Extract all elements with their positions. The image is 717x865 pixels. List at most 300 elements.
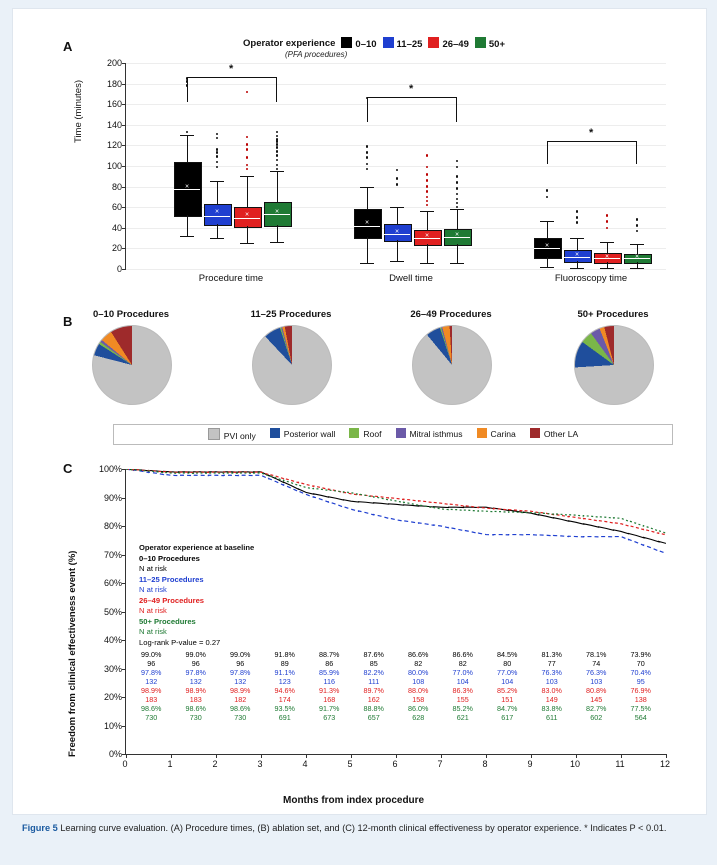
pie-chart-3 [574,325,654,405]
boxplot-cap [360,263,374,264]
risk-cell-natrisk: 103 [545,677,558,686]
boxplot-mean-marker: × [604,253,610,261]
outlier-point [246,156,249,159]
legend-c-nrisk-1: N at risk [139,585,167,594]
risk-cell-natrisk: 138 [634,695,647,704]
risk-cell-natrisk: 151 [501,695,514,704]
outlier-point [216,161,219,164]
risk-cell-percent: 76.3% [586,668,607,677]
gridline [126,63,666,64]
legend-a [243,37,505,50]
boxplot-mean-marker: × [364,219,370,227]
boxplot-cap [180,135,194,136]
panel-c-xtick: 1 [167,759,173,769]
risk-row-percent [129,668,663,677]
km-curve-3 [126,469,666,533]
risk-cell-natrisk: 611 [546,713,558,722]
risk-cell-natrisk: 657 [367,713,380,722]
panel-c-ytick: 60% [103,578,122,588]
outlier-point [216,155,219,158]
boxplot-mean-marker: × [544,242,550,250]
risk-cell-percent: 93.5% [274,704,295,713]
panel-a-plot-area [106,58,666,274]
panel-a-ytick: 80 [111,181,122,192]
tick-mark [122,166,126,167]
gridline [126,125,666,126]
tick-mark [122,145,126,146]
risk-cell-percent: 82.2% [363,668,384,677]
risk-cell-natrisk: 730 [145,713,158,722]
panel-c-ytick: 50% [103,606,122,617]
risk-cell-natrisk: 158 [412,695,425,704]
outlier-point [456,187,459,190]
risk-cell-natrisk: 182 [234,695,247,704]
panel-c-km [53,457,693,812]
panel-c-xtick: 12 [659,759,671,769]
legend-c-logrank: Log-rank P-value = 0.27 [139,637,221,647]
legend-c-title: Operator experience at baseline [139,543,255,552]
legend-b-item-4: Carina [477,428,516,441]
legend-a-title: Operator experience [243,38,336,49]
risk-cell-percent: 98.6% [141,704,162,713]
risk-cell-percent: 76.3% [541,668,562,677]
boxplot-cap [570,268,584,269]
outlier-point [576,221,579,224]
legend-b-item-5: Other LA [530,428,578,441]
risk-cell-percent: 80.8% [586,686,607,695]
risk-cell-natrisk: 108 [412,677,425,686]
legend-a-item-1: 11–25 [383,37,423,50]
panel-c-ytick: 0% [108,749,122,759]
pie-chart-2 [412,325,492,405]
outlier-point [426,173,429,176]
risk-cell-percent: 91.7% [319,704,340,713]
panel-a-ytick: 160 [106,99,122,110]
risk-cell-percent: 99.0% [141,650,162,659]
risk-cell-natrisk: 95 [636,677,645,686]
panel-a-ylabel: Time (minutes) [73,80,84,143]
significance-bracket [367,97,457,98]
tick-mark [441,754,442,758]
outlier-point [246,148,249,151]
caption-label: Figure 5 [22,823,58,833]
outlier-point [546,189,549,192]
panel-c-ytick: 10% [103,720,122,731]
risk-cell-percent: 98.9% [230,686,251,695]
tick-mark [396,754,397,758]
outlier-point [216,137,219,140]
panel-a-xtick-2: Fluoroscopy time [554,273,628,284]
outlier-point [216,166,219,169]
boxplot-cap [630,268,644,269]
boxplot-whisker [427,244,428,263]
boxplot-cap [420,211,434,212]
panel-c-legend [139,543,254,648]
outlier-point [456,160,459,163]
risk-cell-natrisk: 77 [547,659,556,668]
risk-cell-natrisk: 183 [189,695,202,704]
risk-row-natrisk [129,677,663,686]
panel-a-ytick: 180 [106,78,122,89]
boxplot-cap [240,243,254,244]
tick-mark [122,207,126,208]
risk-cell-natrisk: 617 [501,713,514,722]
boxplot-cap [210,181,224,182]
risk-cell-natrisk: 123 [278,677,291,686]
risk-cell-percent: 91.3% [319,686,340,695]
risk-cell-natrisk: 162 [367,695,380,704]
risk-row-natrisk [129,695,663,704]
tick-mark [171,754,172,758]
boxplot-whisker [187,135,188,162]
outlier-point [576,216,579,219]
boxplot-cap [390,207,404,208]
boxplot-whisker [547,257,548,267]
risk-cell-natrisk: 96 [236,659,245,668]
boxplot-whisker [397,240,398,261]
outlier-point [186,131,189,134]
risk-cell-natrisk: 155 [456,695,469,704]
outlier-point [426,204,429,207]
risk-cell-natrisk: 80 [503,659,512,668]
risk-cell-percent: 77.0% [452,668,473,677]
panel-a-ytick: 40 [111,222,122,233]
boxplot-mean-marker: × [634,253,640,261]
risk-cell-percent: 86.6% [408,650,429,659]
outlier-point [366,156,369,159]
risk-cell-natrisk: 691 [278,713,291,722]
outlier-point [276,150,279,153]
gridline [126,248,666,249]
boxplot-cap [540,267,554,268]
risk-cell-natrisk: 132 [189,677,202,686]
risk-cell-natrisk: 673 [323,713,336,722]
outlier-point [246,136,249,139]
boxplot-cap [420,263,434,264]
outlier-point [396,183,399,186]
outlier-point [366,168,369,171]
tick-mark [122,187,126,188]
risk-cell-percent: 86.0% [408,704,429,713]
legend-a-item-0: 0–10 [341,37,376,50]
outlier-point [426,196,429,199]
significance-asterisk: * [409,83,414,95]
panel-c-ytick: 30% [103,663,122,674]
boxplot-cap [450,209,464,210]
outlier-point [426,154,429,157]
risk-cell-percent: 86.3% [452,686,473,695]
tick-mark [621,754,622,758]
legend-c-nrisk-2: N at risk [139,606,167,615]
risk-cell-natrisk: 86 [325,659,334,668]
panel-c-ylabel: Freedom from clinical effectiveness event (%) [67,550,78,757]
boxplot-cap [630,244,644,245]
risk-cell-percent: 99.0% [230,650,251,659]
risk-cell-natrisk: 183 [145,695,158,704]
boxplot-whisker [277,225,278,243]
outlier-point [606,220,609,223]
pie-chart-0 [92,325,172,405]
risk-cell-natrisk: 132 [234,677,247,686]
boxplot-whisker [217,224,218,238]
boxplot-mean-marker: × [244,211,250,219]
significance-asterisk: * [589,127,594,139]
risk-cell-percent: 83.8% [541,704,562,713]
panel-c-ytick: 90% [103,492,122,503]
panel-a-xtick-1: Dwell time [389,273,433,284]
boxplot-mean-marker: × [394,228,400,236]
tick-mark [122,84,126,85]
figure-card [12,8,707,815]
tick-mark [531,754,532,758]
significance-asterisk: * [229,63,234,75]
panel-c-ytick: 70% [103,549,122,560]
risk-cell-percent: 98.6% [185,704,206,713]
outlier-point [216,133,219,136]
panel-a-ytick: 20 [111,243,122,254]
outlier-point [366,163,369,166]
panel-c-xtick: 0 [122,759,128,769]
outlier-point [276,168,279,171]
panel-c-ytick: 20% [103,692,122,702]
panel-b-pies [53,309,693,449]
risk-cell-percent: 98.9% [185,686,206,695]
boxplot-whisker [547,221,548,239]
risk-cell-percent: 83.0% [541,686,562,695]
panel-c-xtick: 8 [482,759,488,769]
outlier-point [426,166,429,169]
legend-b-item-0: PVI only [208,428,256,441]
panel-c-xtick: 2 [212,759,218,769]
pie-title-0: 0–10 Procedures [92,309,170,320]
boxplot-cap [450,263,464,264]
boxplot-median [204,216,230,217]
risk-cell-natrisk: 103 [590,677,603,686]
outlier-point [276,159,279,162]
km-curve-2 [126,469,666,535]
boxplot-cap [270,242,284,243]
boxplot-cap [180,236,194,237]
legend-c-series-3: 50+ Procedures [139,616,196,626]
tick-mark [126,754,127,758]
risk-cell-natrisk: 168 [323,695,336,704]
outlier-point [426,179,429,182]
risk-cell-percent: 97.8% [185,668,206,677]
outlier-point [576,210,579,213]
outlier-point [246,168,249,171]
tick-mark [261,754,262,758]
outlier-point [456,198,459,201]
risk-cell-natrisk: 85 [369,659,378,668]
outlier-point [636,218,639,221]
panel-letter-c: C [63,461,73,476]
tick-mark [122,104,126,105]
risk-cell-percent: 89.7% [363,686,384,695]
tick-mark [122,125,126,126]
tick-mark [486,754,487,758]
boxplot-cap [360,187,374,188]
panel-a-ytick: 100 [106,161,122,171]
gridline [126,269,666,270]
legend-a-subtitle: (PFA procedures) [285,50,348,59]
legend-a-item-3: 50+ [475,37,505,50]
risk-cell-natrisk: 104 [501,677,514,686]
panel-a-ytick: 60 [111,202,122,213]
pie-title-2: 26–49 Procedures [410,309,492,320]
risk-cell-percent: 88.8% [363,704,384,713]
gridline [126,84,666,85]
boxplot-whisker [457,244,458,263]
gridline [126,145,666,146]
pie-chart-1 [252,325,332,405]
boxplot-cap [240,176,254,177]
outlier-point [276,131,279,134]
significance-bracket [547,141,637,142]
boxplot-whisker [577,261,578,268]
tick-mark [122,269,126,270]
panel-c-xtick: 3 [257,759,263,769]
boxplot-whisker [427,211,428,230]
panel-c-xtick: 11 [615,759,625,769]
risk-cell-percent: 70.4% [630,668,651,677]
tick-mark [351,754,352,758]
outlier-point [216,151,219,154]
risk-cell-percent: 91.8% [274,650,295,659]
panel-c-ytick: 80% [103,521,122,531]
risk-cell-percent: 84.7% [497,704,518,713]
legend-c-series-1: 11–25 Procedures [139,574,204,584]
risk-row-percent [129,704,663,713]
panel-c-xtick: 7 [437,759,443,769]
boxplot-cap [270,171,284,172]
outlier-point [426,190,429,193]
outlier-point [276,146,279,149]
risk-cell-natrisk: 82 [414,659,423,668]
outlier-point [636,224,639,227]
risk-row-natrisk [129,659,663,668]
risk-cell-natrisk: 730 [234,713,247,722]
risk-cell-natrisk: 602 [590,713,603,722]
outlier-point [606,214,609,217]
pie-title-3: 50+ Procedures [577,309,649,320]
tick-mark [122,63,126,64]
panel-c-risk-table [129,650,663,722]
panel-a-ytick: 0 [116,264,122,274]
boxplot-whisker [247,226,248,244]
risk-cell-percent: 97.8% [141,668,162,677]
legend-c-series-2: 26–49 Procedures [139,595,205,605]
boxplot-whisker [397,207,398,223]
boxplot-cap [390,261,404,262]
boxplot-whisker [367,187,368,210]
panel-c-xtick: 9 [527,759,533,769]
tick-mark [666,754,667,758]
risk-cell-percent: 87.6% [363,650,384,659]
risk-cell-natrisk: 96 [147,659,156,668]
boxplot-mean-marker: × [454,231,460,239]
risk-cell-percent: 98.6% [230,704,251,713]
risk-cell-natrisk: 564 [634,713,647,722]
gridline [126,166,666,167]
outlier-point [246,91,249,94]
boxplot-whisker [217,181,218,204]
figure-caption [22,822,694,835]
outlier-point [456,166,459,169]
boxplot-mean-marker: × [424,232,430,240]
boxplot-mean-marker: × [214,208,220,216]
risk-row-percent [129,686,663,695]
risk-cell-natrisk: 730 [189,713,202,722]
gridline [126,187,666,188]
legend-c-nrisk-0: N at risk [139,564,167,573]
boxplot-cap [600,268,614,269]
risk-row-percent [129,650,663,659]
risk-cell-natrisk: 145 [590,695,603,704]
boxplot-whisker [277,171,278,202]
risk-cell-percent: 99.0% [185,650,206,659]
outlier-point [456,175,459,178]
risk-cell-natrisk: 132 [145,677,158,686]
boxplot-whisker [607,242,608,252]
caption-text: Learning curve evaluation. (A) Procedure times, (B) ablation set, and (C) 12-month clinical effectiveness by operator experience. * Indicates P < 0.01. [60,823,667,833]
outlier-point [366,151,369,154]
panel-letter-b: B [63,314,73,329]
risk-cell-natrisk: 111 [368,677,380,686]
panel-a-boxplot [53,33,693,303]
risk-cell-natrisk: 82 [458,659,467,668]
risk-cell-percent: 85.2% [452,704,473,713]
risk-cell-percent: 80.0% [408,668,429,677]
panel-c-xlabel: Months from index procedure [283,795,425,806]
boxplot-mean-marker: × [184,183,190,191]
tick-mark [122,228,126,229]
panel-c-xtick: 5 [347,759,353,769]
outlier-point [246,143,249,146]
outlier-point [426,200,429,203]
legend-c-nrisk-3: N at risk [139,627,167,636]
risk-cell-percent: 97.8% [230,668,251,677]
risk-cell-natrisk: 104 [456,677,469,686]
risk-cell-natrisk: 116 [323,677,335,686]
boxplot-cap [540,221,554,222]
boxplot-cap [570,238,584,239]
risk-cell-natrisk: 628 [412,713,425,722]
outlier-point [546,196,549,199]
risk-cell-percent: 84.5% [497,650,518,659]
panel-a-ytick: 120 [106,140,122,151]
outlier-point [276,154,279,157]
panel-c-ytick: 100% [98,464,122,474]
outlier-point [396,177,399,180]
legend-b-item-2: Roof [349,428,381,441]
risk-cell-natrisk: 149 [545,695,558,704]
risk-cell-percent: 77.0% [497,668,518,677]
risk-cell-percent: 82.7% [586,704,607,713]
significance-bracket [187,77,277,78]
risk-cell-percent: 88.7% [319,650,340,659]
gridline [126,104,666,105]
boxplot-whisker [247,176,248,207]
boxplot-cap [210,238,224,239]
risk-cell-natrisk: 621 [456,713,469,722]
boxplot-whisker [457,209,458,229]
pie-title-1: 11–25 Procedures [250,309,332,320]
risk-cell-percent: 86.6% [452,650,473,659]
outlier-point [456,181,459,184]
panel-letter-a: A [63,39,73,54]
panel-a-ytick: 140 [106,119,122,130]
panel-c-xtick: 10 [569,759,581,769]
